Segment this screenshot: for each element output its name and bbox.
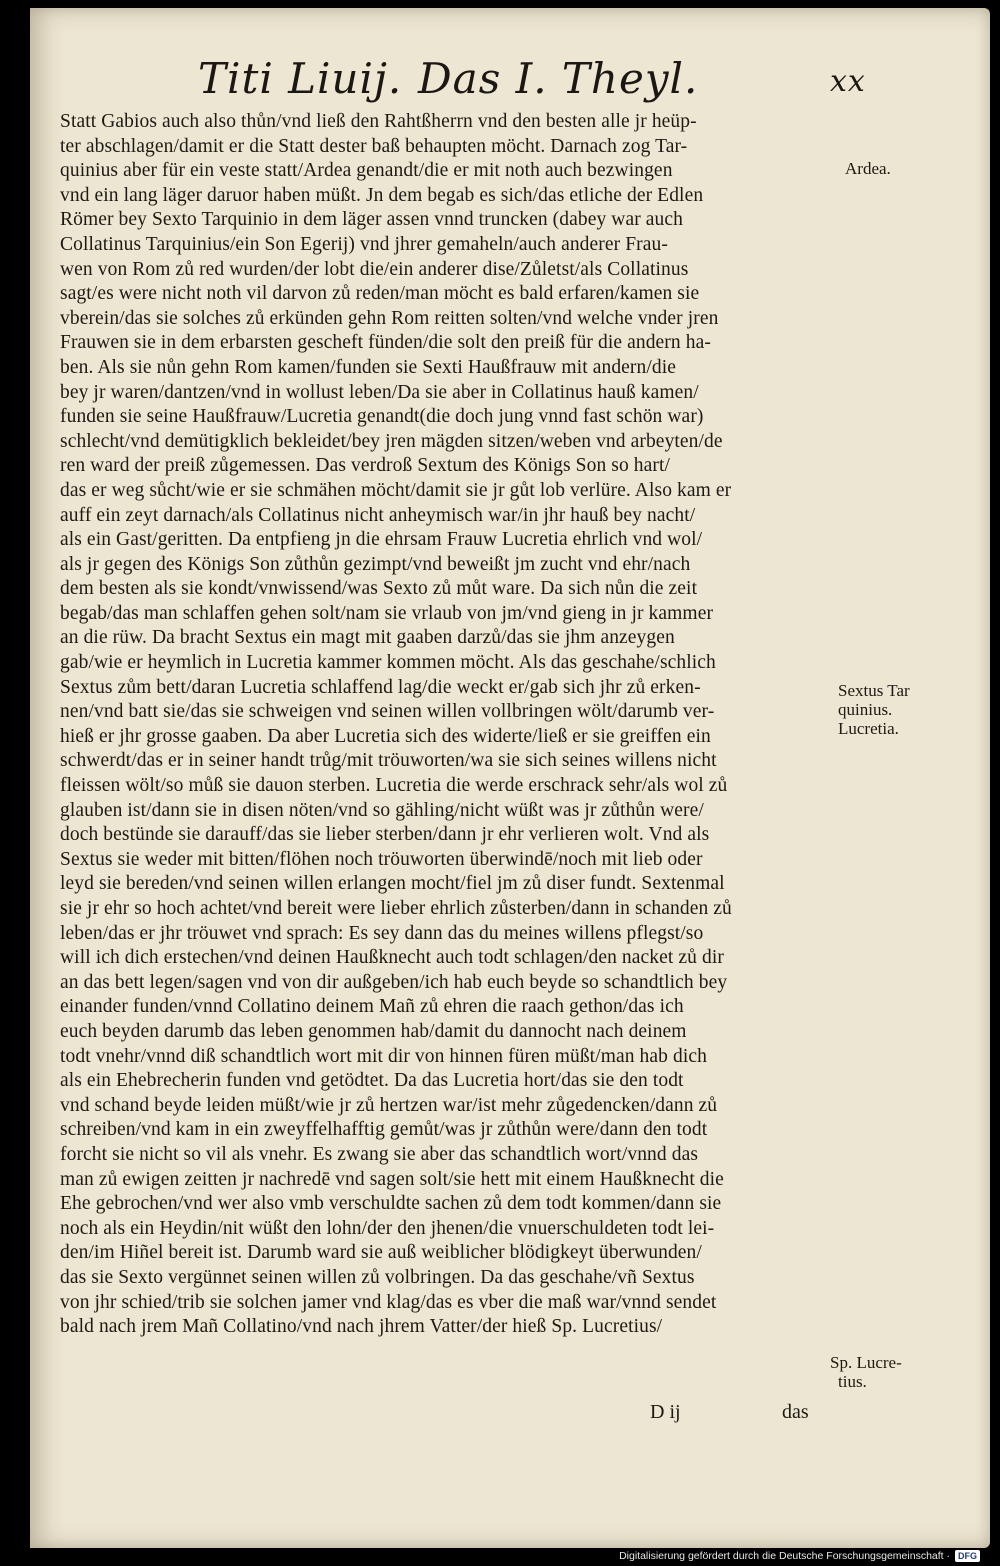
text-line: ren ward der preiß zůgemessen. Das verdroß Sextum des Königs Son so hart/ [60,455,671,477]
text-line: Statt Gabios auch also thůn/vnd ließ den Rahtßherrn vnd den besten alle jr heüp- [60,111,697,132]
text-line: funden sie seine Haußfrauw/Lucretia genandt(die doch jung vnnd fast schön war) [60,406,704,428]
main-text-block [60,110,872,1340]
text-line: als jr gegen des Königs Son zůthůn gezimpt/vnd beweißt jm zucht vnd ehr/nach [60,553,691,575]
text-line: den/im Hiñel bereit ist. Darumb ward sie auß weiblicher blödigkeyt überwunden/ [60,1242,702,1264]
text-line: bald nach jrem Mañ Collatino/vnd nach jhrem Vatter/der hieß Sp. Lucretius/ [60,1316,663,1338]
header-left-title: Titi Liuij. [198,54,403,103]
margin-note-sextus-line2: quinius. [838,700,893,719]
text-line: Ehe gebrochen/vnd wer also vmb verschuldte sachen zů dem todt kommen/dann sie [60,1193,722,1215]
text-line: als ein Gast/geritten. Da entpfieng jn die ehrsam Frauw Lucretia ehrlich vnd wol/ [60,529,703,551]
catchword: das [782,1401,809,1423]
text-line: hieß er jhr grosse gaaben. Da aber Lucretia sich des widerte/ließ er sie greiffen ein [60,725,711,747]
text-line: vnd schand beyde leiden müßt/wie jr zů hertzen war/ist mehr zůgedencken/dann zů [60,1094,718,1116]
book-page [30,8,990,1548]
text-line: forcht sie nicht so vil als vnehr. Es zwang sie aber das schandtlich wort/vnnd das [60,1143,699,1165]
text-line: vnd ein lang läger daruor haben müßt. Jn dem begab es sich/das etliche der Edlen [60,184,704,206]
text-line: bey jr waren/dantzen/vnd in wollust leben/Da sie aber in Collatinus hauß kamen/ [60,381,699,403]
text-line: quinius aber für ein veste statt/Ardea genandt/die er mit noth auch bezwingen [60,160,673,182]
margin-note-ardea: Ardea. [845,159,891,178]
text-line: leben/das er jhr tröuwet vnd sprach: Es sey dann das du meines willens pflegst/so [60,922,704,944]
text-line: Collatinus Tarquinius/ein Son Egerij) vnd jhrer gemaheln/auch anderer Frau- [60,233,668,255]
text-line: auff ein zeyt darnach/als Collatinus nicht anheymisch war/in jhr hauß bey nacht/ [60,504,696,526]
text-line: vberein/das sie solches zů erkünden gehn Rom reitten solten/vnd welche vnder jren [60,307,719,329]
text-line: doch bestünde sie darauff/das sie lieber sterben/dann jr ehr verlieren wolt. Vnd als [60,824,710,846]
folio-number: xx [830,64,866,99]
text-line: Sextus sie weder mit bitten/flöhen noch tröuworten überwindē/noch mit lieb oder [60,848,703,870]
text-line: glauben ist/dann sie in disen nöten/vnd so gähling/nicht wüßt was jr zůthůn were/ [60,799,704,821]
text-line: schreiben/vnd kam in ein zweyffelhafftig gemůt/was jr zůthůn were/dann den todt [60,1119,708,1141]
text-line: wen von Rom zů red wurden/der lobt die/ein anderer dise/Zůletst/als Collatinus [60,258,689,280]
margin-note-splucretius-line2: tius. [838,1372,867,1391]
text-line: man zů ewigen zeitten jr nachredē vnd sagen solt/sie hett mit einem Haußknecht die [60,1168,724,1190]
margin-note-splucretius-line1: Sp. Lucre- [830,1353,902,1372]
text-line: an das bett legen/sagen vnd von dir außgeben/ich hab euch beyde so schandtlich bey [60,971,728,993]
margin-note-lucretia: Lucretia. [838,719,899,738]
text-line: Sextus zům bett/daran Lucretia schlaffend lag/die weckt er/gab sich jhr zů erken- [60,676,701,698]
text-line: das er weg sůcht/wie er sie schmähen möcht/damit sie jr gůt lob verlüre. Also kam er [60,479,732,501]
text-line: das sie Sexto vergünnet seinen willen zů volbringen. Da das geschahe/vñ Sextus [60,1266,695,1288]
text-line: gab/wie er heymlich in Lucretia kammer kommen möcht. Als das geschahe/schlich [60,652,716,674]
text-line: ben. Als sie nůn gehn Rom kamen/funden sie Sexti Haußfrauw mit andern/die [60,356,677,378]
margin-note-sextus-line1: Sextus Tar [838,681,910,700]
text-line: als ein Ehebrecherin funden vnd getödtet. Da das Lucretia hort/das sie den todt [60,1070,684,1092]
text-line: an die rüw. Da bracht Sextus ein magt mit gaaben darzů/das sie jhm anzeygen [60,627,675,649]
text-line: todt vnehr/vnnd diß schandtlich wort mit dir von hinnen füren müßt/man hab dich [60,1045,707,1067]
text-line: leyd sie bereden/vnd seinen willen erlangen mocht/fiel jm zů diser fundt. Sextenmal [60,873,725,895]
signature-mark: D ij [650,1401,681,1423]
text-line: will ich dich erstechen/vnd deinen Haußknecht auch todt schlagen/den nacket zů dir [60,947,724,969]
text-line: einander funden/vnnd Collatino deinem Mañ zů ehren die raach gethon/das ich [60,996,684,1018]
header-part-title: Das I. Theyl. [418,54,699,103]
text-line: begab/das man schlaffen gehen solt/nam sie vrlaub von jm/vnd gieng in jr kammer [60,602,714,624]
dfg-logo-icon: DFG [955,1550,980,1562]
text-line: nen/vnd batt sie/das sie schweigen vnd seinen willen vollbringen wölt/darumb ver- [60,701,715,723]
text-line: Römer bey Sexto Tarquinio in dem läger assen vnnd truncken (dabey war auch [60,209,683,231]
text-line: ter abschlagen/damit er die Statt dester baß behaupten möcht. Darnach zog Tar- [60,135,688,157]
text-line: dem besten als sie kondt/vnwissend/was Sexto zů můt ware. Da sich nůn die zeit [60,578,698,600]
text-line: euch beyden darumb das leben genommen hab/damit du dannocht nach deinem [60,1020,687,1042]
footer-text: Digitalisierung gefördert durch die Deutsche Forschungsgemeinschaft · [619,1550,950,1562]
text-line: schwerdt/das er in seiner handt trůg/mit tröuworten/wa sie sich seines willens nicht [60,750,717,772]
footer-credit [619,1550,980,1562]
text-line: sie jr ehr so hoch achtet/vnd bereit were lieber ehrlich zůsterben/dann in schanden zů [60,898,732,919]
text-line: noch als ein Heydin/nit wüßt den lohn/der den jhenen/die vnuerschuldeten todt lei- [60,1217,715,1239]
text-line: fleissen wölt/so můß sie dauon sterben. Lucretia die werde erschrack sehr/als wol zů [60,775,728,797]
text-line: von jhr schied/trib sie solchen jamer vnd klag/das es vber die maß war/vnnd sendet [60,1291,717,1313]
running-header [180,54,960,112]
text-line: schlecht/vnd demütigklich bekleidet/bey jren mägden sitzen/weben vnd arbeyten/de [60,430,723,452]
text-line: Frauwen sie in dem erbarsten gescheft fünden/die solt den preiß für die andern ha- [60,332,711,354]
text-line: sagt/es were nicht noth vil darvon zů reden/man möcht es bald erfaren/kamen sie [60,283,700,305]
